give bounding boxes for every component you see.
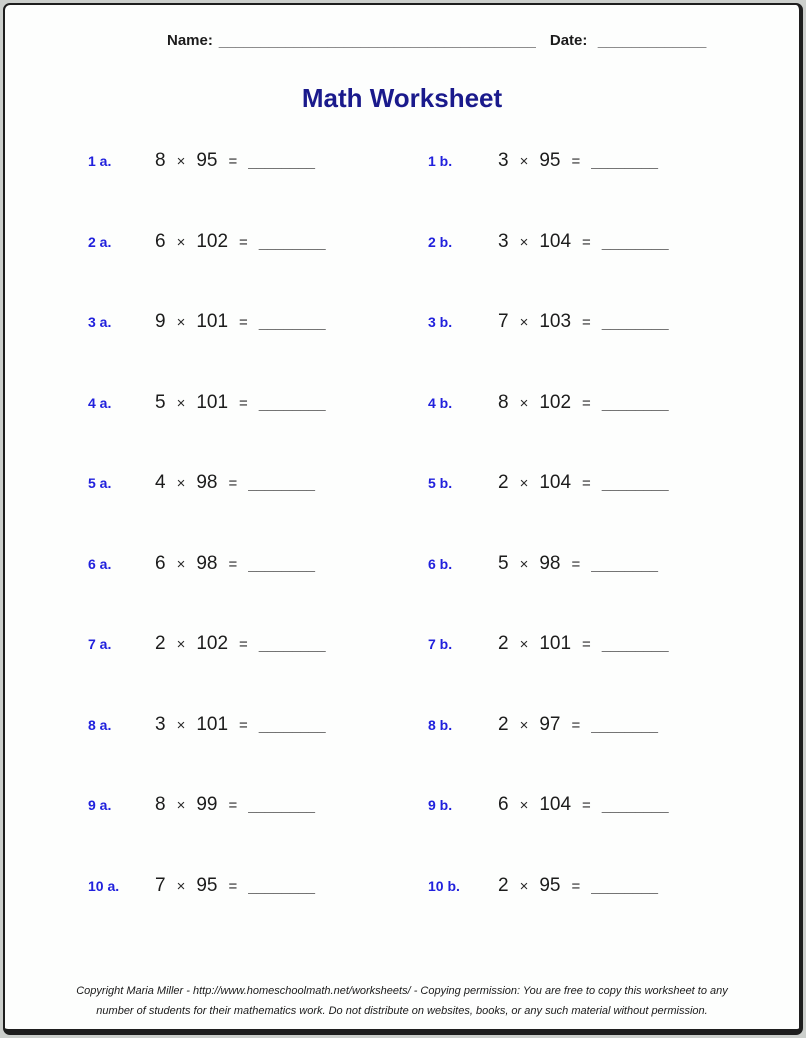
factor-second: 95 — [539, 150, 561, 172]
problem-expression-b — [498, 150, 799, 172]
answer-blank: ________ — [258, 394, 326, 412]
factor-first: 2 — [498, 874, 509, 896]
problem-number-b: 4 b. — [428, 394, 453, 411]
equals-sign: = — [228, 877, 238, 895]
problem-number-a: 4 a. — [88, 394, 112, 411]
problem-number-a: 8 a. — [88, 716, 112, 733]
problem-expression-b — [498, 875, 799, 897]
answer-blank: ________ — [258, 716, 326, 734]
problem-row — [5, 443, 799, 524]
name-label: Name: — [167, 32, 213, 49]
factor-second: 102 — [196, 230, 229, 252]
problem-row — [5, 202, 799, 283]
equals-sign: = — [228, 797, 238, 815]
problem-expression-b — [498, 392, 799, 414]
answer-blank: ________ — [601, 475, 669, 493]
equals-sign: = — [582, 797, 591, 815]
multiplication-sign: × — [519, 233, 529, 251]
problem-expression-a — [155, 150, 428, 172]
worksheet-page — [3, 3, 803, 1035]
factor-first: 3 — [498, 150, 509, 172]
problem-row — [5, 765, 799, 846]
equals-sign: = — [228, 153, 238, 171]
problem-expression-a — [155, 231, 428, 253]
factor-first: 8 — [155, 794, 166, 816]
problem-row — [5, 282, 799, 363]
answer-blank: ________ — [601, 394, 669, 412]
factor-second: 101 — [196, 713, 229, 735]
answer-blank: ________ — [591, 555, 658, 573]
factor-first: 2 — [498, 472, 509, 494]
problem-number-b: 1 b. — [428, 153, 453, 170]
answer-blank: ________ — [591, 716, 658, 734]
factor-second: 104 — [539, 794, 572, 816]
answer-blank: ________ — [248, 475, 315, 493]
factor-second: 99 — [196, 794, 218, 816]
factor-first: 6 — [155, 230, 166, 252]
date-group — [550, 32, 706, 50]
equals-sign: = — [228, 475, 238, 493]
factor-first: 3 — [498, 230, 509, 252]
multiplication-sign: × — [519, 716, 529, 734]
multiplication-sign: × — [519, 555, 529, 573]
multiplication-sign: × — [176, 716, 186, 734]
copyright-line-2: number of students for their mathematics work. Do not distribute on websites, books, or any such material without permission. — [96, 1005, 708, 1017]
name-blank-line: ______________________________________ — [218, 32, 536, 49]
multiplication-sign: × — [519, 314, 529, 332]
factor-second: 97 — [539, 713, 561, 735]
problem-row — [5, 685, 799, 766]
answer-blank: ________ — [601, 636, 669, 654]
answer-blank: ________ — [248, 555, 315, 573]
problem-expression-b — [498, 311, 799, 333]
factor-first: 5 — [155, 391, 166, 413]
problem-expression-b — [498, 794, 799, 816]
multiplication-sign: × — [519, 636, 529, 654]
equals-sign: = — [239, 394, 248, 412]
name-date-row — [5, 32, 799, 50]
multiplication-sign: × — [519, 394, 529, 412]
factor-first: 8 — [155, 150, 166, 172]
equals-sign: = — [239, 314, 248, 332]
multiplication-sign: × — [519, 153, 529, 171]
problem-expression-b — [498, 231, 799, 253]
answer-blank: ________ — [258, 636, 326, 654]
problem-row — [5, 121, 799, 202]
problem-number-a: 5 a. — [88, 475, 112, 492]
multiplication-sign: × — [176, 877, 186, 895]
multiplication-sign: × — [176, 636, 186, 654]
factor-second: 102 — [196, 633, 229, 655]
answer-blank: ________ — [601, 314, 669, 332]
problems-list — [5, 121, 799, 926]
problem-expression-a — [155, 714, 428, 736]
answer-blank: ________ — [258, 233, 326, 251]
date-label: Date: — [549, 32, 588, 49]
factor-first: 2 — [498, 633, 509, 655]
problem-number-b: 8 b. — [428, 716, 453, 733]
problem-number-a: 9 a. — [88, 797, 112, 814]
problem-expression-a — [155, 633, 428, 655]
copyright-footer — [5, 981, 799, 1021]
multiplication-sign: × — [176, 153, 186, 171]
date-blank-line: _____________ — [597, 32, 707, 49]
problem-number-b: 9 b. — [428, 797, 453, 814]
problem-number-b: 2 b. — [428, 233, 453, 250]
factor-first: 7 — [498, 311, 509, 333]
problem-expression-a — [155, 553, 428, 575]
problem-expression-a — [155, 472, 428, 494]
equals-sign: = — [228, 555, 238, 573]
multiplication-sign: × — [176, 475, 186, 493]
problem-expression-a — [155, 311, 428, 333]
equals-sign: = — [239, 716, 248, 734]
answer-blank: ________ — [248, 797, 315, 815]
equals-sign: = — [582, 394, 591, 412]
problem-expression-b — [498, 472, 799, 494]
factor-first: 5 — [498, 552, 509, 574]
problem-number-b: 5 b. — [428, 475, 453, 492]
page-title: Math Worksheet — [301, 83, 503, 113]
factor-first: 8 — [498, 391, 509, 413]
multiplication-sign: × — [176, 314, 186, 332]
factor-second: 98 — [196, 552, 218, 574]
factor-second: 103 — [539, 311, 572, 333]
problem-number-a: 10 a. — [88, 877, 120, 894]
problem-number-a: 7 a. — [88, 636, 112, 653]
factor-second: 98 — [196, 472, 218, 494]
problem-number-a: 1 a. — [88, 153, 112, 170]
factor-first: 3 — [155, 713, 166, 735]
factor-second: 101 — [539, 633, 572, 655]
equals-sign: = — [571, 555, 581, 573]
answer-blank: ________ — [258, 314, 326, 332]
equals-sign: = — [571, 153, 581, 171]
multiplication-sign: × — [519, 797, 529, 815]
problem-row — [5, 524, 799, 605]
factor-first: 2 — [155, 633, 166, 655]
problem-expression-a — [155, 875, 428, 897]
factor-first: 9 — [155, 311, 166, 333]
problem-expression-b — [498, 633, 799, 655]
problem-number-b: 10 b. — [428, 877, 460, 894]
answer-blank: ________ — [601, 797, 669, 815]
answer-blank: ________ — [248, 153, 315, 171]
factor-first: 6 — [498, 794, 509, 816]
problem-number-a: 3 a. — [88, 314, 112, 331]
problem-expression-b — [498, 714, 799, 736]
equals-sign: = — [582, 314, 591, 332]
problem-row — [5, 363, 799, 444]
equals-sign: = — [571, 877, 581, 895]
problem-number-b: 6 b. — [428, 555, 453, 572]
equals-sign: = — [239, 636, 248, 654]
equals-sign: = — [582, 475, 591, 493]
problem-number-b: 3 b. — [428, 314, 453, 331]
answer-blank: ________ — [248, 877, 315, 895]
multiplication-sign: × — [176, 797, 186, 815]
equals-sign: = — [239, 233, 248, 251]
equals-sign: = — [582, 233, 591, 251]
problem-expression-b — [498, 553, 799, 575]
factor-second: 104 — [539, 472, 572, 494]
factor-first: 6 — [155, 552, 166, 574]
factor-second: 95 — [196, 874, 218, 896]
factor-second: 95 — [539, 874, 561, 896]
factor-first: 7 — [155, 874, 166, 896]
equals-sign: = — [571, 716, 581, 734]
problem-number-b: 7 b. — [428, 636, 453, 653]
multiplication-sign: × — [519, 877, 529, 895]
multiplication-sign: × — [176, 555, 186, 573]
problem-row — [5, 846, 799, 927]
factor-second: 101 — [196, 391, 229, 413]
multiplication-sign: × — [519, 475, 529, 493]
problem-number-a: 2 a. — [88, 233, 112, 250]
problem-expression-a — [155, 794, 428, 816]
equals-sign: = — [582, 636, 591, 654]
problem-expression-a — [155, 392, 428, 414]
copyright-line-1: Copyright Maria Miller - http://www.homeschoolmath.net/worksheets/ - Copying permission: You are free to copy this worksheet to any — [76, 985, 728, 997]
factor-first: 2 — [498, 713, 509, 735]
answer-blank: ________ — [601, 233, 669, 251]
factor-second: 98 — [539, 552, 561, 574]
problem-row — [5, 604, 799, 685]
factor-second: 102 — [539, 391, 572, 413]
multiplication-sign: × — [176, 233, 186, 251]
factor-second: 104 — [539, 230, 572, 252]
factor-second: 101 — [196, 311, 229, 333]
answer-blank: ________ — [591, 153, 658, 171]
factor-second: 95 — [196, 150, 218, 172]
factor-first: 4 — [155, 472, 166, 494]
answer-blank: ________ — [591, 877, 658, 895]
multiplication-sign: × — [176, 394, 186, 412]
problem-number-a: 6 a. — [88, 555, 112, 572]
